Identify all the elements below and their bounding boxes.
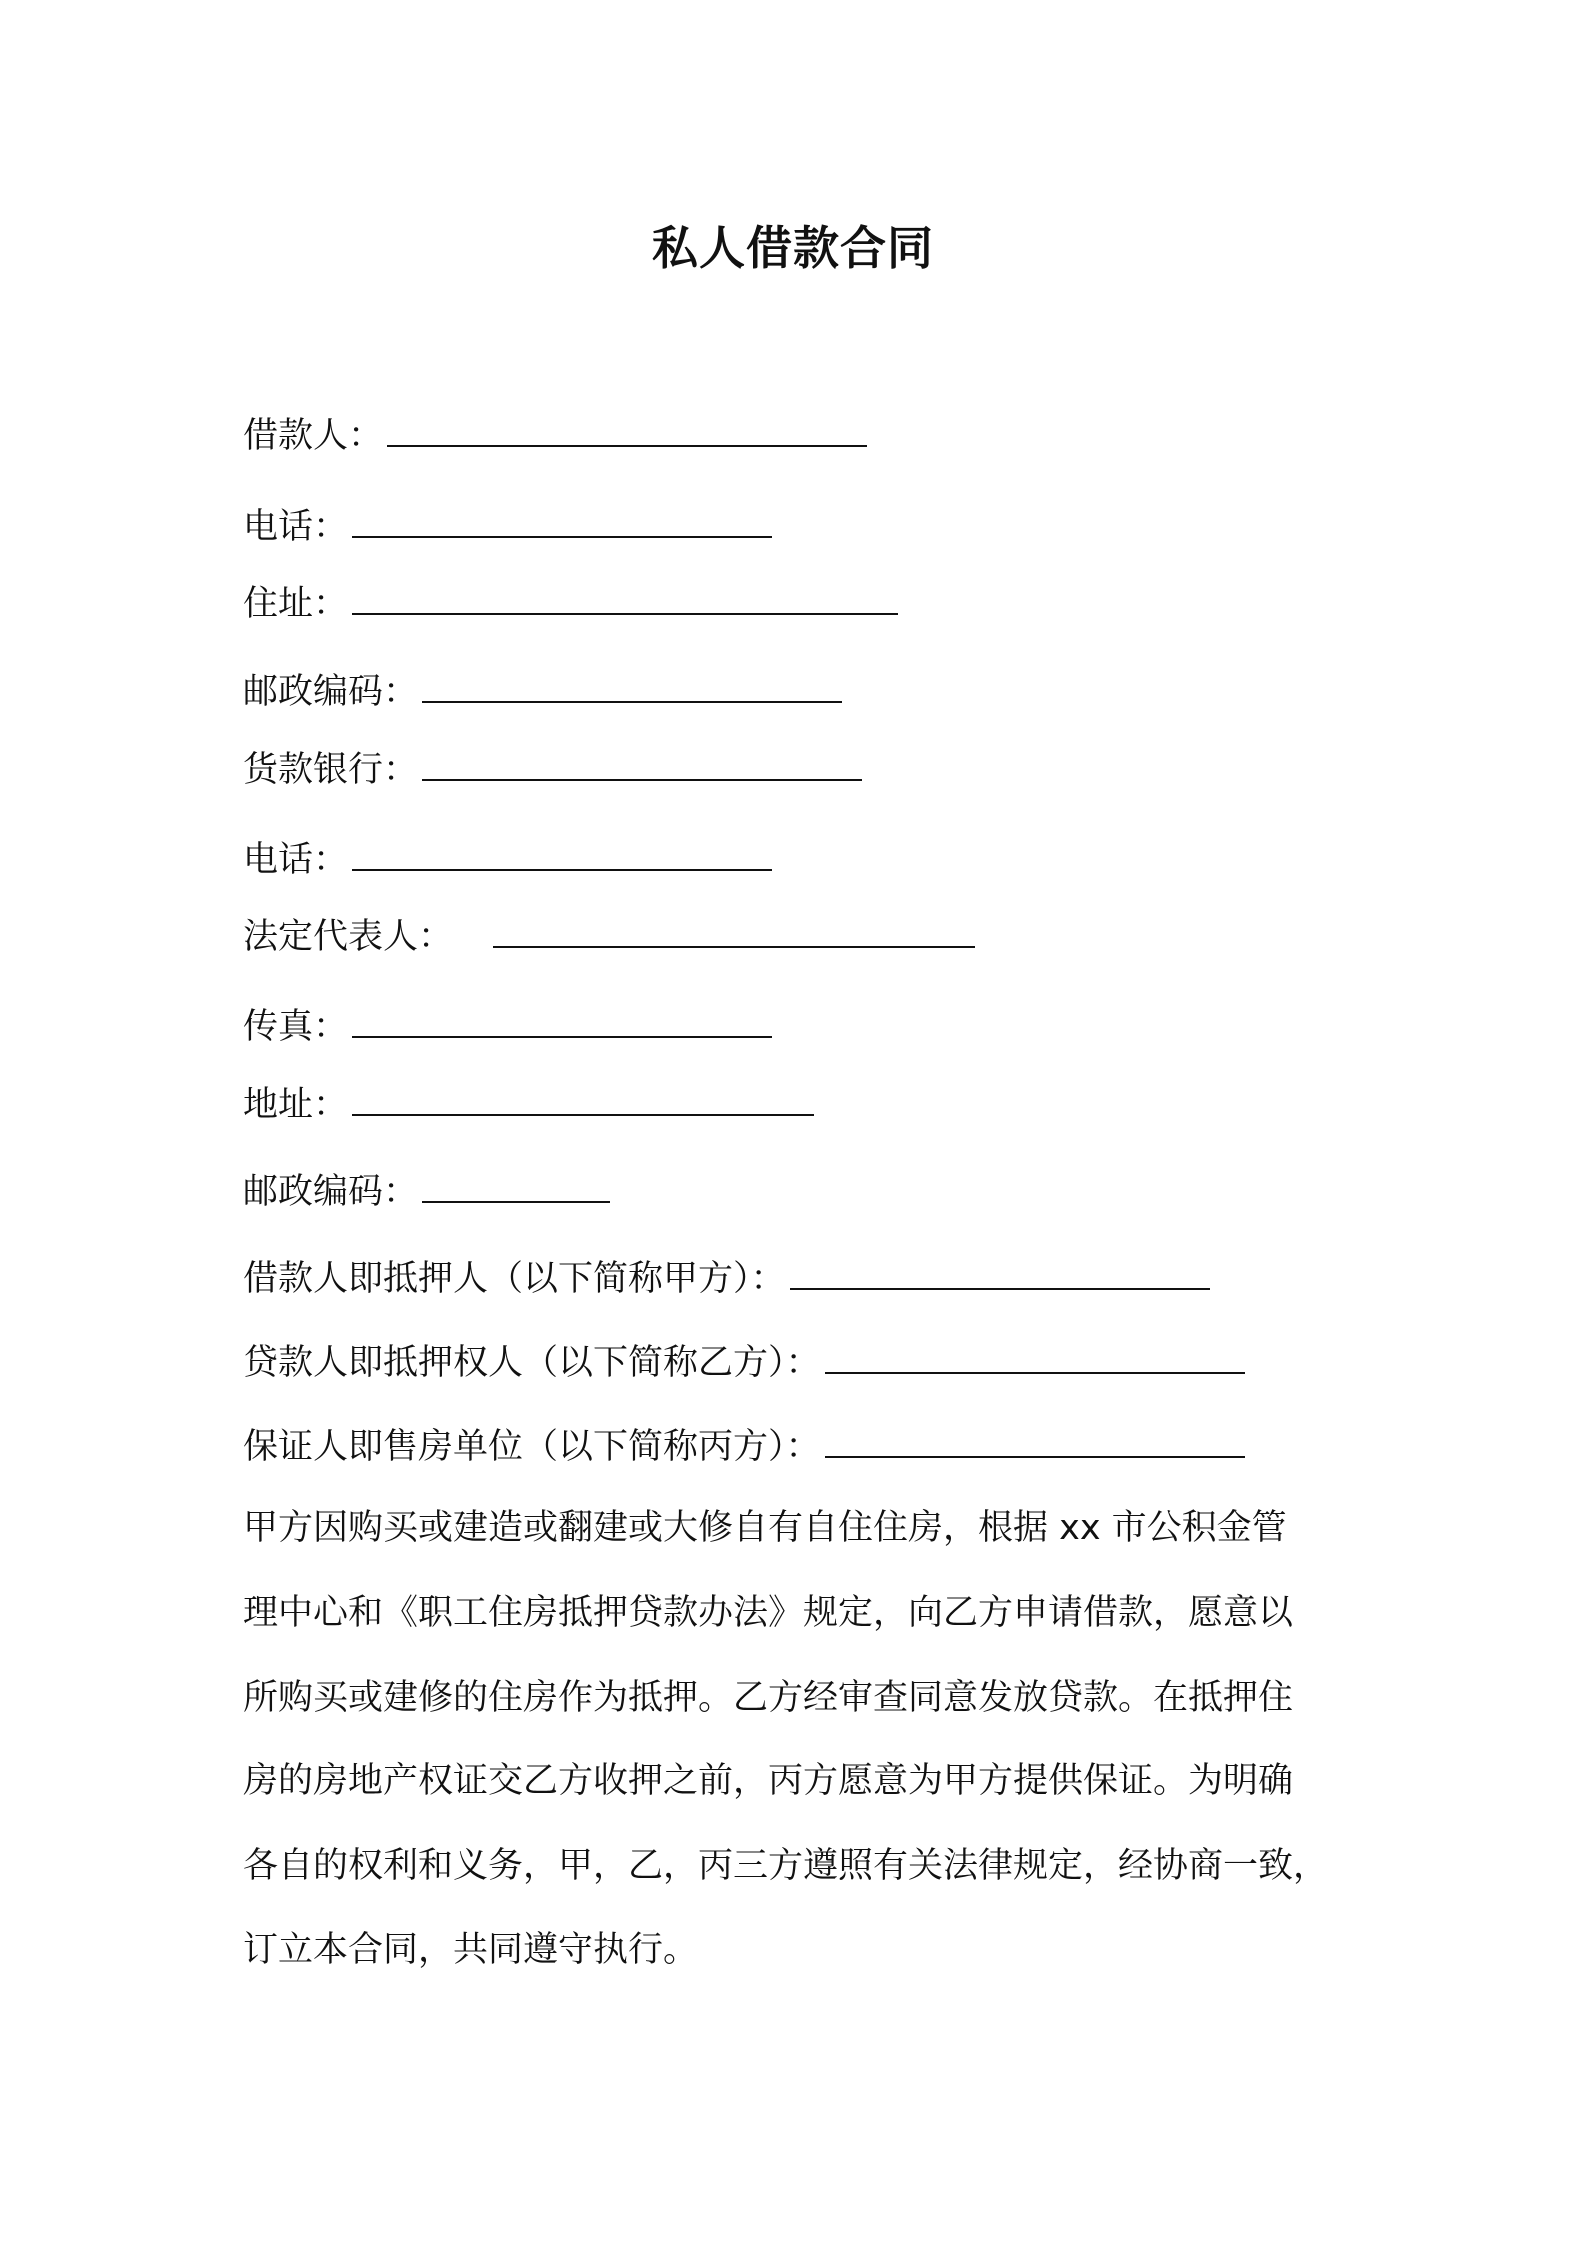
blank-line xyxy=(352,837,772,871)
field-legal-representative xyxy=(243,913,975,961)
field-address xyxy=(243,580,898,628)
field-label: 保证人即售房单位（以下简称丙方）： xyxy=(243,1427,821,1467)
field-label: 住址： xyxy=(243,584,349,624)
blank-line xyxy=(387,413,867,447)
blank-line xyxy=(825,1424,1245,1458)
field-bank-address xyxy=(243,1081,814,1129)
preamble-line: 理中心和《职工住房抵押贷款办法》规定，向乙方申请借款，愿意以 xyxy=(243,1593,1294,1633)
field-lending-bank xyxy=(243,746,862,794)
field-phone xyxy=(243,503,772,551)
preamble-line: 房的房地产权证交乙方收押之前，丙方愿意为甲方提供保证。为明确 xyxy=(243,1761,1294,1801)
field-label: 法定代表人： xyxy=(243,917,454,957)
field-label: 地址： xyxy=(243,1085,349,1125)
blank-line xyxy=(422,669,842,703)
document-title: 私人借款合同 xyxy=(652,221,934,275)
blank-line xyxy=(493,914,975,948)
field-postal-code xyxy=(243,668,842,716)
field-label: 邮政编码： xyxy=(243,1172,419,1212)
field-label: 货款银行： xyxy=(243,750,419,790)
field-bank-phone xyxy=(243,836,772,884)
preamble-line: 各自的权利和义务，甲，乙，丙三方遵照有关法律规定，经协商一致， xyxy=(243,1846,1329,1886)
field-label: 贷款人即抵押权人（以下简称乙方）： xyxy=(243,1343,821,1383)
field-label: 电话： xyxy=(243,507,349,547)
field-fax xyxy=(243,1003,772,1051)
blank-line xyxy=(422,1169,610,1203)
preamble-line: 订立本合同，共同遵守执行。 xyxy=(243,1930,699,1970)
preamble-line: 甲方因购买或建造或翻建或大修自有自住住房，根据 xx 市公积金管 xyxy=(243,1508,1287,1548)
blank-line xyxy=(352,581,898,615)
field-borrower xyxy=(243,412,867,460)
preamble-line: 所购买或建修的住房作为抵押。乙方经审查同意发放贷款。在抵押住 xyxy=(243,1678,1294,1718)
blank-line xyxy=(352,504,772,538)
field-label: 借款人即抵押人（以下简称甲方）： xyxy=(243,1259,786,1299)
field-party-b xyxy=(243,1339,1245,1387)
field-party-c xyxy=(243,1423,1245,1471)
blank-line xyxy=(352,1004,772,1038)
blank-line xyxy=(352,1082,814,1116)
blank-line xyxy=(825,1340,1245,1374)
field-label: 借款人： xyxy=(243,416,384,456)
field-bank-postal-code xyxy=(243,1168,610,1216)
blank-line xyxy=(422,747,862,781)
field-label: 电话： xyxy=(243,840,349,880)
field-party-a xyxy=(243,1255,1210,1303)
field-label: 传真： xyxy=(243,1007,349,1047)
blank-line xyxy=(790,1256,1210,1290)
field-label: 邮政编码： xyxy=(243,672,419,712)
